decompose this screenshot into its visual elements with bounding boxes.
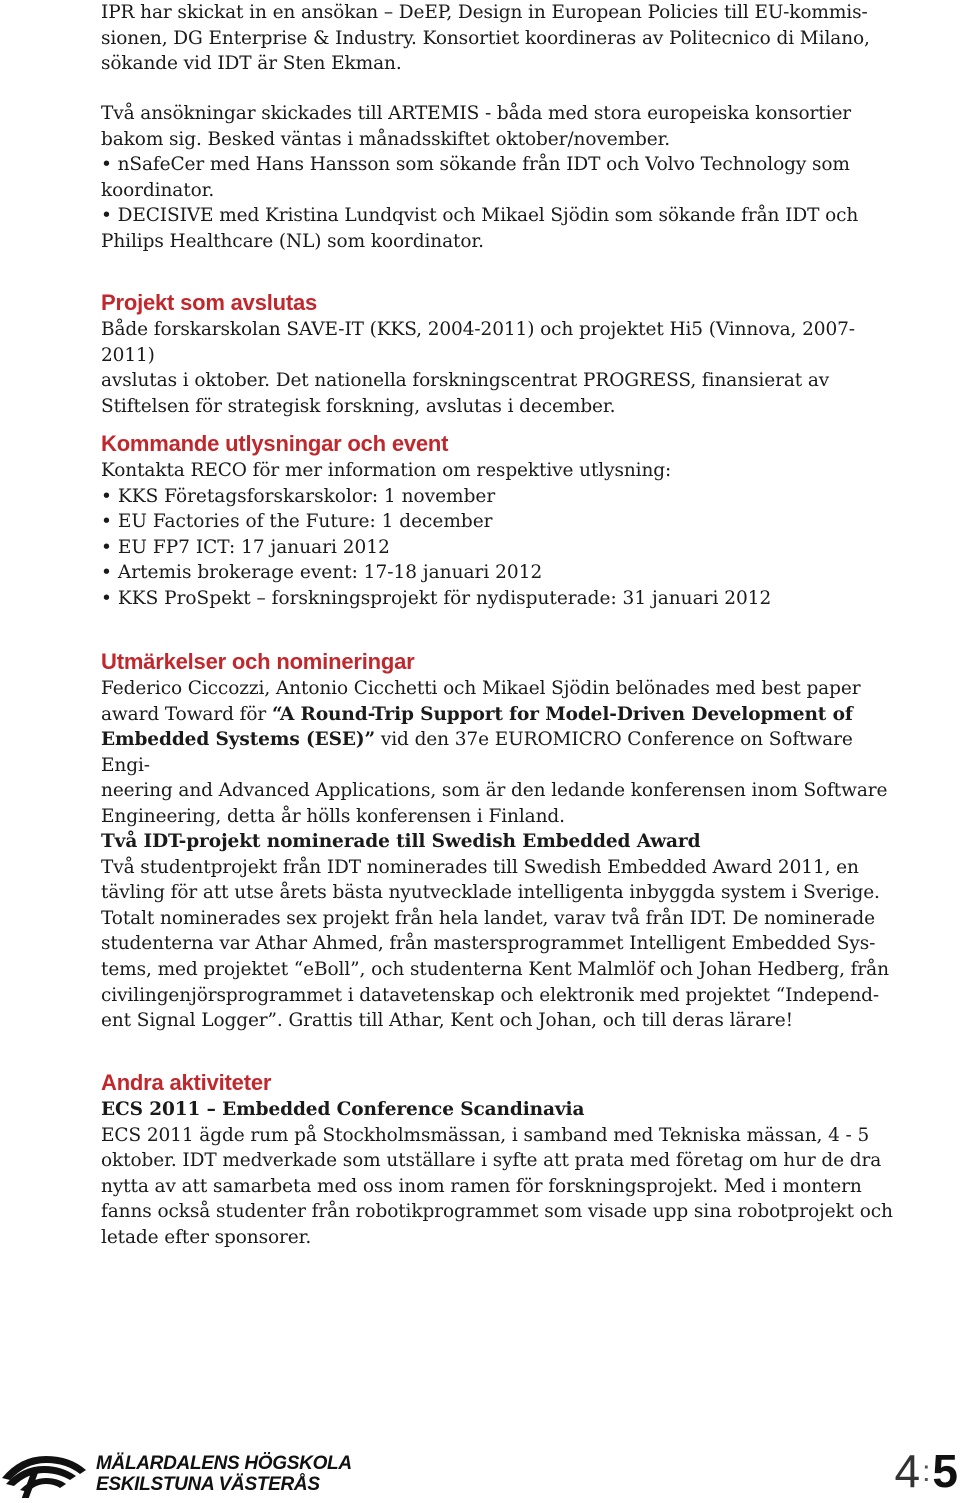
section-heading: Projekt som avslutas xyxy=(101,290,318,315)
section-utmarkelser xyxy=(101,648,901,830)
subsection-title: ECS 2011 – Embedded Conference Scandinavia xyxy=(101,1099,585,1120)
university-logo-text xyxy=(96,1453,352,1495)
list-item: • KKS Företagsforskarskolor: 1 november xyxy=(101,484,901,510)
text-line: ent Signal Logger”. Grattis till Athar, Kent och Johan, och till deras lärare! xyxy=(101,1010,793,1032)
text-line: tems, med projektet “eBoll”, och studenterna Kent Malmlöf och Johan Hedberg, från xyxy=(101,958,889,980)
subsection-title: Två IDT-projekt nominerade till Swedish Embedded Award xyxy=(101,831,701,852)
page-separator: : xyxy=(922,1455,931,1488)
text-line: neering and Advanced Applications, som är den ledande konferensen inom Software xyxy=(101,780,888,802)
page-number xyxy=(894,1445,958,1498)
text-line: studenterna var Athar Ahmed, från mastersprogrammet Intelligent Embedded Sys- xyxy=(101,933,876,955)
text-line xyxy=(101,702,901,728)
artemis-paragraph xyxy=(101,101,901,255)
list-item: • EU Factories of the Future: 1 december xyxy=(101,509,901,535)
text-line: bakom sig. Besked väntas i månadsskiftet oktober/november. xyxy=(101,128,671,150)
text-line: fanns också studenter från robotikprogrammet som visade upp sina robotprojekt och xyxy=(101,1201,893,1223)
text-line: Totalt nominerades sex projekt från hela landet, varav två från IDT. De nominerade xyxy=(101,907,876,929)
event-list xyxy=(101,484,901,612)
text-line: koordinator. xyxy=(101,179,215,201)
text-line xyxy=(101,727,901,778)
section-heading: Kommande utlysningar och event xyxy=(101,431,449,456)
section-heading: Andra aktiviteter xyxy=(101,1070,272,1095)
text-line: tävling för att utse årets bästa nyutvecklade intelligenta inbyggda system i Sverige. xyxy=(101,882,880,904)
section-nominerade xyxy=(101,829,901,1034)
logo-line: MÄLARDALENS HÖGSKOLA xyxy=(96,1453,352,1474)
list-item: • Artemis brokerage event: 17-18 januari 2012 xyxy=(101,560,901,586)
list-item: • KKS ProSpekt – forskningsprojekt för nydisputerade: 31 januari 2012 xyxy=(101,586,901,612)
text-line: Två ansökningar skickades till ARTEMIS - båda med stora europeiska konsortier xyxy=(101,103,852,124)
text-line: letade efter sponsorer. xyxy=(101,1226,312,1248)
text-line: oktober. IDT medverkade som utställare i syfte att prata med företag om hur de dra xyxy=(101,1150,882,1172)
paper-title: “A Round-Trip Support for Model-Driven Development of xyxy=(271,703,853,725)
list-item: • EU FP7 ICT: 17 januari 2012 xyxy=(101,535,901,561)
text-line: Federico Ciccozzi, Antonio Cicchetti och Mikael Sjödin belönades med best paper xyxy=(101,678,861,699)
text-span: vid den 37e EUROMICRO Conference on Software Engi- xyxy=(101,729,853,776)
text-line: avslutas i oktober. Det nationella forskningscentrat PROGRESS, finansierat av xyxy=(101,370,830,392)
logo-line: ESKILSTUNA VÄSTERÅS xyxy=(96,1474,320,1495)
text-line: Kontakta RECO för mer information om respektive utlysning: xyxy=(101,460,672,481)
section-projekt xyxy=(101,289,901,419)
section-heading: Utmärkelser och nomineringar xyxy=(101,649,415,674)
text-line: Två studentprojekt från IDT nominerades till Swedish Embedded Award 2011, en xyxy=(101,856,859,878)
text-line: Philips Healthcare (NL) som koordinator. xyxy=(101,230,484,252)
bullet-item: • DECISIVE med Kristina Lundqvist och Mikael Sjödin som sökande från IDT och xyxy=(101,205,859,227)
intro-paragraph xyxy=(101,0,901,77)
section-andra xyxy=(101,1069,901,1251)
paper-title: Embedded Systems (ESE)” xyxy=(101,729,376,751)
page-right-number: 5 xyxy=(932,1445,958,1497)
text-line: Stiftelsen för strategisk forskning, avslutas i december. xyxy=(101,395,616,417)
text-line: Engineering, detta år hölls konferensen i Finland. xyxy=(101,805,565,827)
text-line: sionen, DG Enterprise & Industry. Konsortiet koordineras av Politecnico di Milano, xyxy=(101,27,870,49)
text-line: nytta av att samarbeta med oss inom ramen för forskningsprojekt. Med i montern xyxy=(101,1175,862,1197)
page-left-number: 4 xyxy=(894,1445,921,1497)
section-kommande xyxy=(101,430,901,612)
bullet-item: • nSafeCer med Hans Hansson som sökande från IDT och Volvo Technology som xyxy=(101,154,850,176)
text-line: civilingenjörsprogrammet i datavetenskap och elektronik med projektet “Independ- xyxy=(101,984,880,1006)
text-span: award Toward för xyxy=(101,703,272,725)
text-line: ECS 2011 ägde rum på Stockholmsmässan, i samband med Tekniska mässan, 4 - 5 xyxy=(101,1124,870,1146)
text-line: IPR har skickat in en ansökan – DeEP, Design in European Policies till EU-kommis- xyxy=(101,2,868,23)
text-line: sökande vid IDT är Sten Ekman. xyxy=(101,53,402,75)
text-line: Både forskarskolan SAVE-IT (KKS, 2004-2011) och projektet Hi5 (Vinnova, 2007-2011) xyxy=(101,319,855,366)
